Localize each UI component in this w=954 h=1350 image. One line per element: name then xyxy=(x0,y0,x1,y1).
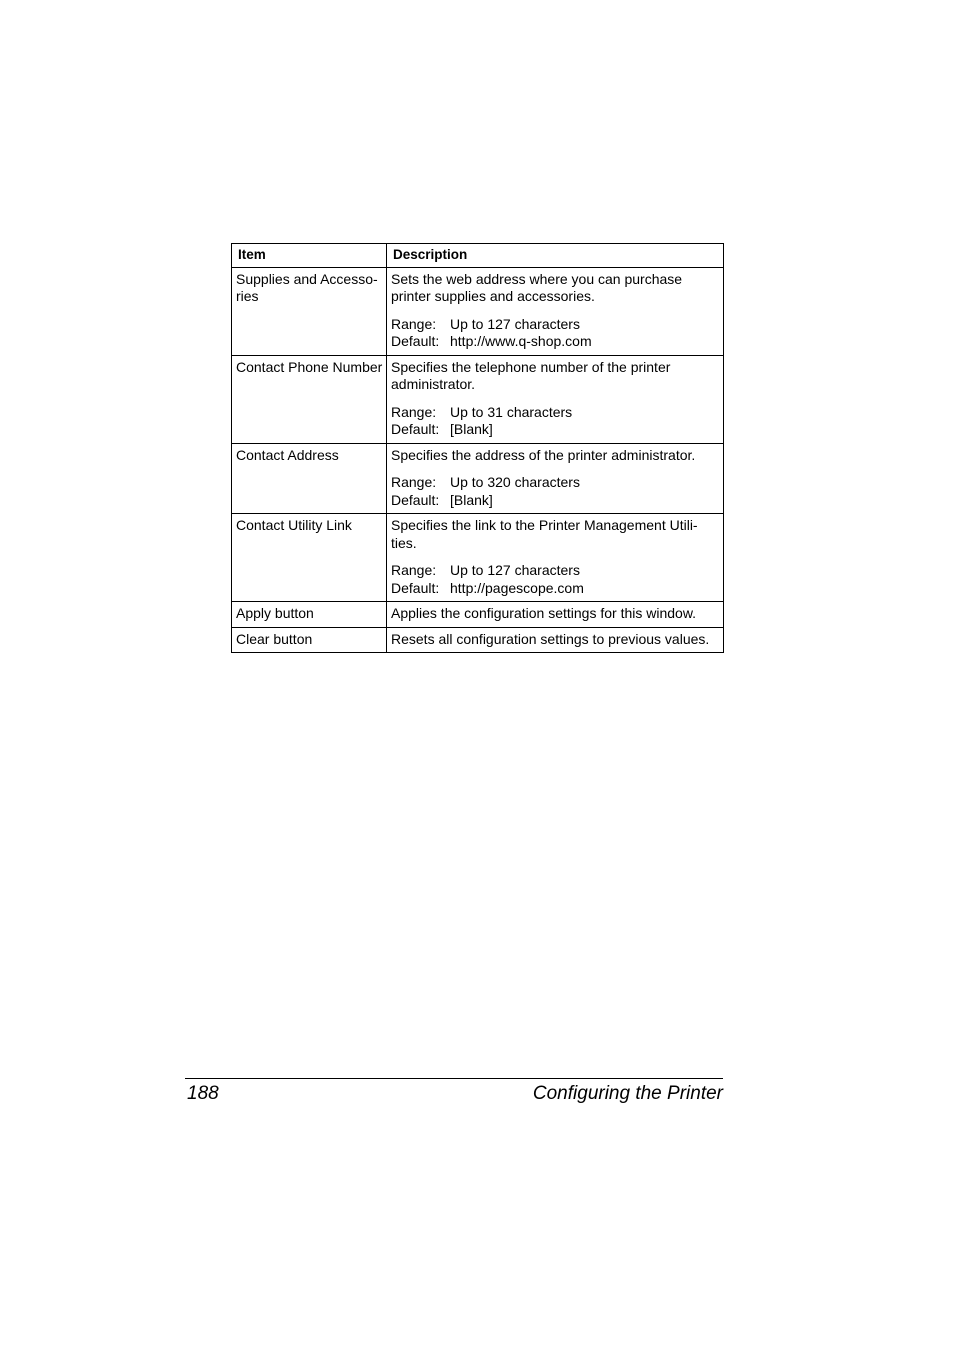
item-text: Apply button xyxy=(236,605,314,621)
row-item xyxy=(232,443,387,514)
footer-rule xyxy=(185,1078,723,1079)
default-value: http://www.q-shop.com xyxy=(450,333,592,349)
row-item xyxy=(232,267,387,355)
item-text: Contact Utility Link xyxy=(236,517,352,533)
default-label: Default: xyxy=(391,333,440,349)
item-text: Contact Phone Number xyxy=(236,358,383,375)
row-item xyxy=(232,602,387,628)
description-text: Specifies the telephone number of the printer administrator. xyxy=(391,358,671,392)
range-value: Up to 31 characters xyxy=(450,403,573,420)
description-text: Specifies the link to the Printer Management Utili- ties. xyxy=(391,517,698,551)
description-text: Resets all configuration settings to previous values. xyxy=(391,630,710,647)
row-item xyxy=(232,627,387,653)
header-item: Item xyxy=(232,244,387,268)
range-label: Range: xyxy=(391,562,437,578)
default-label: Default: xyxy=(391,491,440,508)
settings-table xyxy=(231,243,724,653)
description-text: Specifies the address of the printer administrator. xyxy=(391,446,696,463)
row-description xyxy=(387,355,724,443)
item-text: Supplies and Accesso- ries xyxy=(236,270,378,304)
range-label: Range: xyxy=(391,315,437,332)
range-label: Range: xyxy=(391,403,437,420)
description-text: Sets the web address where you can purchase printer supplies and accessories. xyxy=(391,270,683,304)
row-description xyxy=(387,514,724,602)
item-text: Clear button xyxy=(236,630,313,647)
row-description xyxy=(387,602,724,628)
range-value: Up to 127 characters xyxy=(450,562,580,578)
table-row xyxy=(232,443,724,514)
range-line xyxy=(391,562,719,580)
row-description xyxy=(387,267,724,355)
header-description: Description xyxy=(387,244,724,268)
row-description xyxy=(387,627,724,653)
page-number: 188 xyxy=(187,1083,219,1104)
description-text: Applies the configuration settings for this window. xyxy=(391,605,697,621)
default-value: [Blank] xyxy=(450,491,493,508)
table-row xyxy=(232,267,724,355)
chapter-title: Configuring the Printer xyxy=(532,1083,723,1104)
row-item xyxy=(232,355,387,443)
range-line xyxy=(391,474,719,492)
range-value: Up to 127 characters xyxy=(450,315,580,332)
row-item xyxy=(232,514,387,602)
default-value: [Blank] xyxy=(450,421,493,437)
table-row xyxy=(232,514,724,602)
default-label: Default: xyxy=(391,421,440,437)
range-line xyxy=(391,404,719,422)
table-row xyxy=(232,627,724,653)
default-value: http://pagescope.com xyxy=(450,579,584,596)
range-value: Up to 320 characters xyxy=(450,474,580,490)
row-description xyxy=(387,443,724,514)
table-header-row xyxy=(232,244,724,268)
default-line xyxy=(391,580,719,598)
default-label: Default: xyxy=(391,579,440,596)
item-text: Contact Address xyxy=(236,446,339,463)
table-row xyxy=(232,355,724,443)
default-line xyxy=(391,492,719,510)
default-line xyxy=(391,333,719,351)
range-label: Range: xyxy=(391,474,437,490)
range-line xyxy=(391,316,719,334)
table-row xyxy=(232,602,724,628)
default-line xyxy=(391,421,719,439)
